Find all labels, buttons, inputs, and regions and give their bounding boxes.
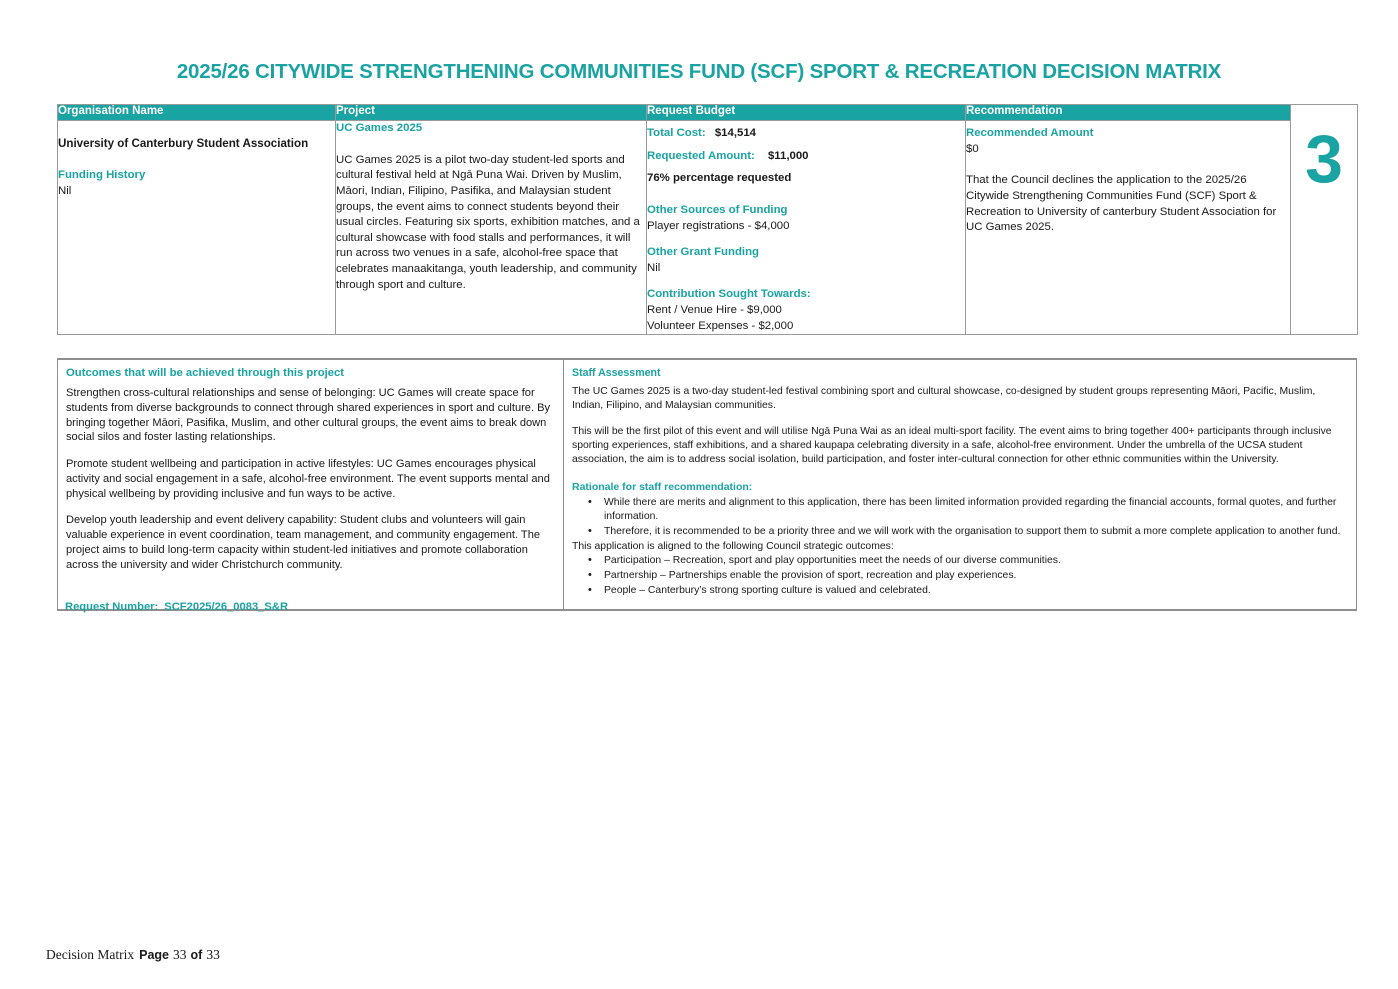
outcomes-paragraph-2: Promote student wellbeing and participation in active lifestyles: UC Games encourages physical activity and social engagement in a safe, alcohol-free environment. The event supports mental and physical wellbeing by providing inclusive and fun ways to be active. (66, 458, 550, 500)
request-number-value: SCF2025/26_0083_S&R (164, 601, 289, 613)
list-item: • Therefore, it is recommended to be a priority three and we will work with the organisation to support them to submit a more complete application to another fund. (588, 525, 1346, 539)
list-item: • While there are merits and alignment to this application, there has been limited information provided regarding the financial accounts, formal quotes, and further information. (588, 496, 1346, 524)
staff-assessment-paragraph-1: The UC Games 2025 is a two-day student-led festival combining sport and cultural showcase, co-designed by student groups representing Māori, Pacific, Muslim, Indian, Filipino, and Malaysian communities. (572, 386, 1316, 412)
requested-amount-line (647, 149, 965, 165)
rationale-heading: Rationale for staff recommendation: (572, 480, 753, 493)
list-item: • Participation – Recreation, sport and play opportunities meet the needs of our diverse communities. (588, 554, 1346, 568)
cell-staff-assessment (564, 359, 1357, 610)
total-cost-line (647, 126, 965, 142)
total-cost-label: Total Cost: (647, 127, 706, 139)
other-sources-label: Other Sources of Funding (647, 203, 788, 216)
priority-cell (1291, 105, 1358, 335)
contribution-label: Contribution Sought Towards: (647, 288, 811, 301)
requested-amount-label: Requested Amount: (647, 149, 755, 162)
page-footer (46, 947, 220, 963)
page-title: 2025/26 CITYWIDE STRENGTHENING COMMUNITIES FUND (SCF) SPORT & RECREATION DECISION MATRIX (176, 60, 1222, 83)
funding-history-label: Funding History (58, 168, 146, 181)
total-cost-value: $14,514 (714, 127, 756, 139)
outcomes-paragraph-1: Strengthen cross-cultural relationships and sense of belonging: UC Games will create space for students from diverse backgrounds to connect through shared experiences in sport and culture. By bringing together Māori, Pasifika, Muslim, and other cultural groups, the event aims to break down social silos and foster lasting relationships. (66, 387, 551, 444)
recommended-amount-value: $0 (966, 142, 979, 155)
cell-recommendation (966, 121, 1291, 335)
project-description: UC Games 2025 is a pilot two-day student-led sports and cultural festival held at Ngā Puna Wai. Driven by Muslim, Māori, Indian, Filipino, Pasifika, and Malaysian student groups, the event aims to connect students beyond their usual circles. Featuring six sports, exhibition matches, and a cultural showcase with food stalls and performances, it will run across two venues in a safe, alcohol-free space that celebrates manaakitanga, youth leadership, and community through sport and culture. (336, 153, 640, 291)
priority-number: 3 (1305, 121, 1343, 197)
decision-matrix-table (57, 104, 1358, 335)
cell-outcomes (58, 359, 564, 610)
percentage-requested: 76% percentage requested (647, 172, 792, 185)
footer-page-total: 33 (206, 947, 220, 962)
staff-assessment-heading: Staff Assessment (572, 367, 661, 379)
cell-project (336, 121, 647, 335)
footer-page-current: 33 (173, 947, 187, 962)
detail-table (57, 358, 1357, 611)
other-grant-label: Other Grant Funding (647, 246, 759, 259)
request-number (65, 601, 288, 613)
organisation-name: University of Canterbury Student Association (58, 137, 309, 150)
funding-history-value: Nil (58, 184, 72, 197)
other-sources-value: Player registrations - $4,000 (647, 219, 790, 232)
column-header-recommendation: Recommendation (966, 105, 1291, 121)
column-header-request-budget: Request Budget (647, 105, 966, 121)
table-header-row (58, 105, 1358, 121)
recommended-amount-label: Recommended Amount (966, 127, 1094, 139)
table-body-row (58, 121, 1358, 335)
footer-page-of: of (190, 948, 203, 962)
footer-page-label: Page (139, 948, 169, 962)
detail-row (58, 359, 1357, 610)
staff-assessment-paragraph-2: This will be the first pilot of this event and will utilise Ngā Puna Wai as an ideal multi-sport facility. The event aims to bring together 400+ participants through inclusive sporting experiences, staff exhibitions, and a shared kaupapa celebrating diversity in a safe, alcohol-free environment. Under the umbrella of the UCSA student association, the aim is to address social isolation, build participation, and foster inter-cultural connection for other ethnic communities within the University. (572, 426, 1332, 466)
strategic-outcomes-bullet-list (572, 554, 1346, 598)
column-header-organisation: Organisation Name (58, 105, 336, 121)
strategic-outcomes-intro: This application is aligned to the following Council strategic outcomes: (572, 540, 894, 552)
cell-request-budget (647, 121, 966, 335)
rationale-bullet-list-top (572, 496, 1346, 539)
cell-organisation (58, 121, 336, 335)
recommendation-statement: That the Council declines the application to the 2025/26 Citywide Strengthening Communities Fund (SCF) Sport & Recreation to University of canterbury Student Association for UC Games 2025. (966, 174, 1277, 234)
list-item: • Partnership – Partnerships enable the provision of sport, recreation and play experiences. (588, 569, 1346, 583)
request-number-label: Request Number: (65, 601, 159, 613)
footer-document-name: Decision Matrix (46, 947, 135, 962)
project-name: UC Games 2025 (336, 122, 423, 134)
outcomes-paragraph-3: Develop youth leadership and event delivery capability: Student clubs and volunteers will gain valuable experience in event coordination, team management, and community engagement. The project aims to build long-term capacity within student-led initiatives and promote collaboration across the university and wider Christchurch community. (66, 514, 541, 571)
other-grant-value: Nil (647, 261, 661, 274)
requested-amount-value: $11,000 (767, 149, 809, 162)
outcomes-heading: Outcomes that will be achieved through this project (66, 367, 345, 379)
contribution-line-1: Rent / Venue Hire - $9,000 (647, 304, 782, 316)
list-item: • People – Canterbury’s strong sporting culture is valued and celebrated. (588, 584, 1346, 598)
contribution-line-2: Volunteer Expenses - $2,000 (647, 319, 794, 332)
column-header-project: Project (336, 105, 647, 121)
